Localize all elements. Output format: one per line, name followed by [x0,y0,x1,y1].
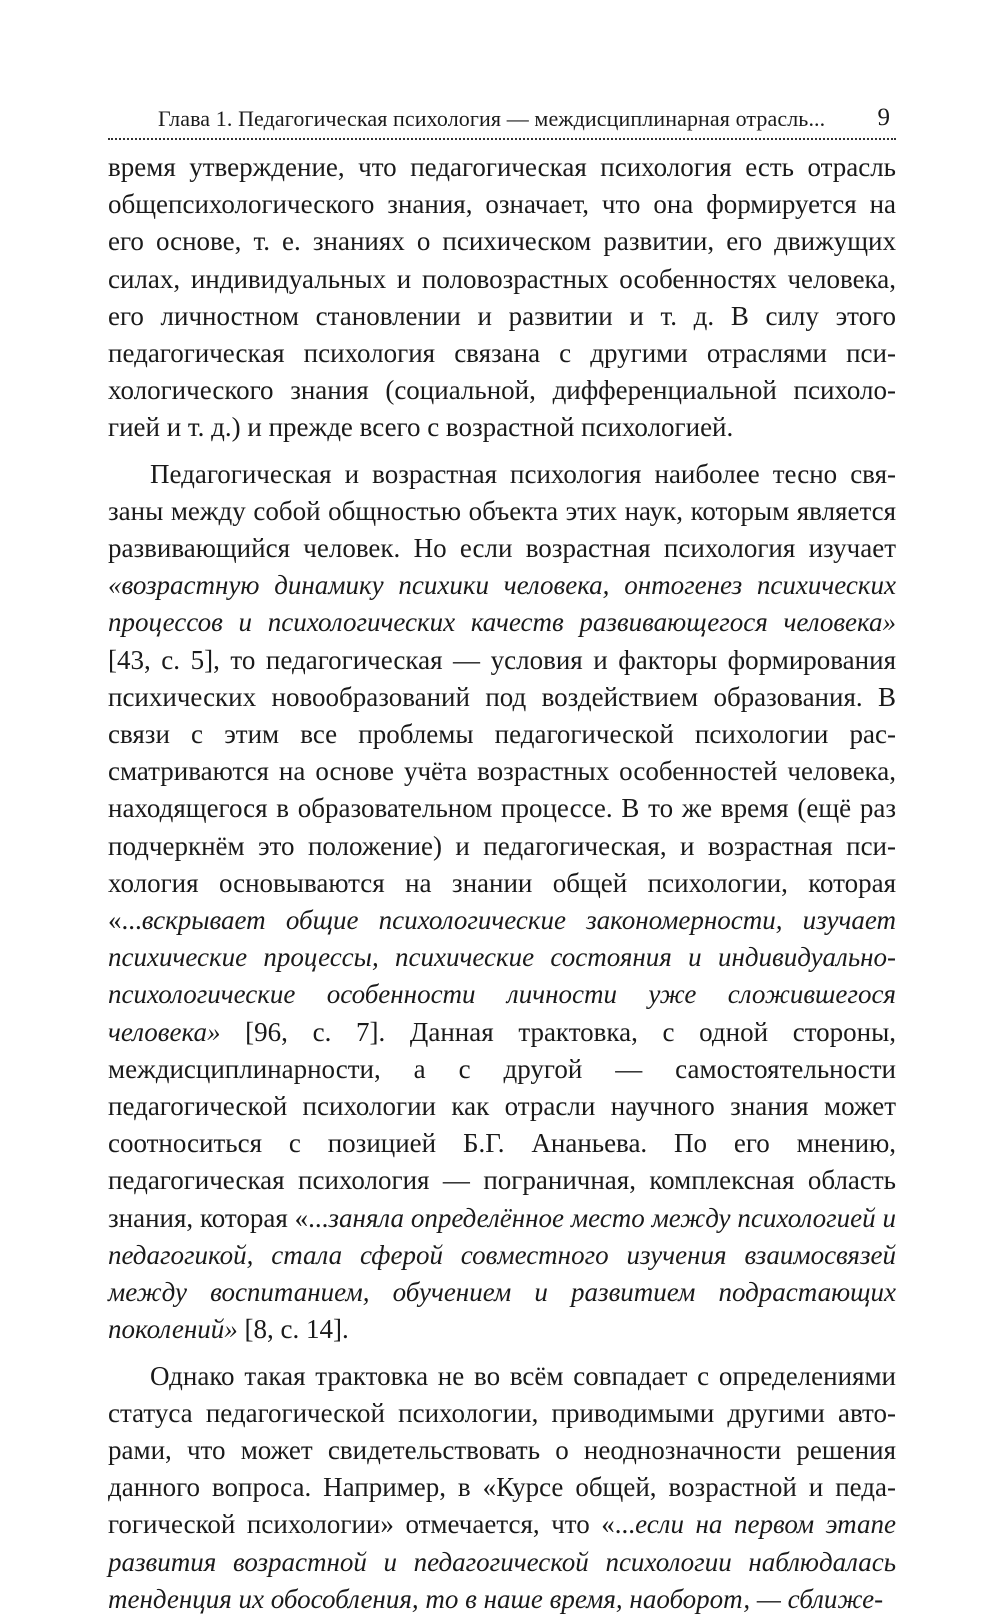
paragraph [108,456,896,1349]
italic-quote: «возрастную динамику психики человека, онтогенез психических процессов и психологических качеств развивающегося человека» [108,570,896,638]
text-span: [8, с. 14]. [237,1314,349,1345]
text-span: [96, с. 7]. Данная трактовка, с одной стороны, междисциплинарности, а с другой — самостоятельности педагогической психологии как отрасли научного знания может соотноситься с позицией Б.Г. Ананьева. По его мнению, педагогическая психология — пограничная, комплексная область знания, которая «... [108,1016,896,1233]
italic-quote: если на первом этапе развития возрастной и педагогической психологии наблюдалась тенденция их обособления, то в наше время, наоборот, — сближе- [108,1509,896,1614]
body-text [108,149,896,1618]
paragraph [108,1358,896,1618]
italic-quote: заняла определённое место между психологией и педагогикой, стала сферой совместного изучения взаимосвязей между воспитанием, обучением и развитием подрастающих поколений» [108,1202,897,1345]
text-span: время утверждение, что педагогическая психология есть отрасль общепсихологического знания, означает, что она формируется на его основе, т. е. знаниях о психическом развитии, его движущих силах, индивидуальных и половозрастных особенностях человека, его личностном становлении и развитии и т. д. В силу этого педагогическая психология связана с другими отраслями психологического знания (социальной, дифференциальной психологией и т. д.) и прежде всего с возрастной психологией. [108,152,896,443]
text-span: Однако такая трактовка не во всём совпадает с определениями статуса педагогической психологии, приводимыми другими авторами, что может свидетельствовать о неоднозначности решения данного вопроса. Например, в «Курсе общей, возрастной и педагогической психологии» отмечается, что «... [108,1360,896,1540]
running-head [108,104,896,140]
page-number: 9 [877,104,890,131]
running-title: Глава 1. Педагогическая психология — междисциплинарная отрасль... [158,106,826,131]
text-span: Педагогическая и возрастная психология наиболее тесно связаны между собой общностью объекта этих наук, которым является развивающийся человек. Но если возрастная психология изучает [108,458,896,564]
text-span: [43, с. 5], то педагогическая — условия и факторы формирования психических новообразований под воздействием образования. В связи с этим все проблемы педагогической психологии рассматриваются на основе учёта возрастных особенностей человека, находящегося в образовательном процессе. В то же время (ещё раз подчеркнём это положение) и педагогическая, и возрастная психология основываются на знании общей психологии, которая «... [108,644,896,936]
paragraph-continuation [108,149,896,447]
italic-quote: вскрывает общие психологические закономерности, изучает психические процессы, психические состояния и индивидуально-психологические особенности личности уже сложившегося человека» [108,905,896,1047]
